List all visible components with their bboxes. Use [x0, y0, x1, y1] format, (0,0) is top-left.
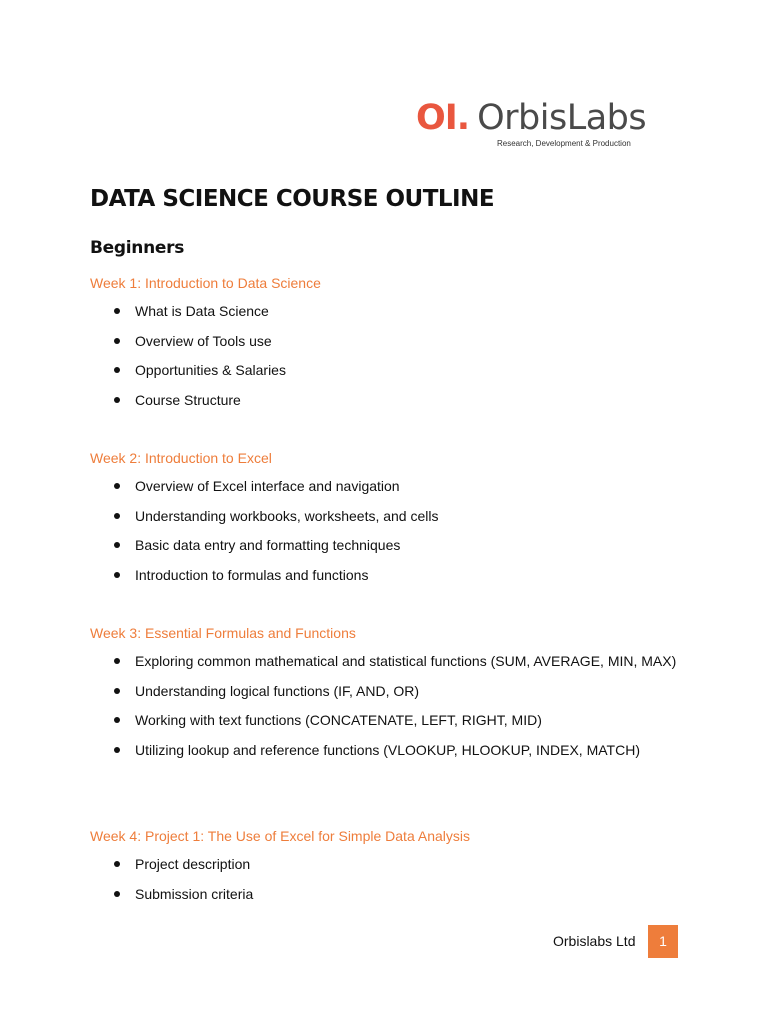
orbislabs-logo — [416, 96, 678, 156]
logo-tagline: Research, Development & Production — [497, 139, 631, 148]
footer-company: Orbislabs Ltd — [553, 933, 636, 949]
topic-text: Submission criteria — [135, 885, 254, 902]
bullet-icon — [114, 688, 120, 694]
bullet-icon — [114, 542, 120, 548]
bullet-icon — [114, 658, 120, 664]
topic-text: Understanding workbooks, worksheets, and cells — [135, 507, 439, 524]
page-number-badge: 1 — [648, 925, 678, 958]
topic-item — [90, 706, 678, 734]
topic-item — [90, 880, 678, 908]
week-title: Week 1: Introduction to Data Science — [90, 275, 321, 291]
week-title: Week 3: Essential Formulas and Functions — [90, 625, 356, 641]
topic-text: Utilizing lookup and reference functions (VLOOKUP, HLOOKUP, INDEX, MATCH) — [135, 741, 640, 758]
level-heading: Beginners — [90, 238, 185, 258]
topic-item — [90, 677, 678, 705]
topic-text: What is Data Science — [135, 303, 269, 319]
topic-text: Working with text functions (CONCATENATE, LEFT, RIGHT, MID) — [135, 712, 542, 728]
bullet-icon — [114, 572, 120, 578]
topic-list — [90, 472, 678, 589]
topic-text: Course Structure — [135, 391, 241, 408]
bullet-icon — [114, 891, 120, 897]
topic-text: Overview of Tools use — [135, 332, 272, 349]
week-section-4 — [90, 826, 678, 908]
topic-item — [90, 356, 678, 384]
topic-text: Introduction to formulas and functions — [135, 566, 369, 583]
topic-text: Basic data entry and formatting techniques — [135, 537, 401, 553]
topic-list — [90, 297, 678, 414]
bullet-icon — [114, 308, 120, 314]
week-title: Week 2: Introduction to Excel — [90, 450, 272, 466]
topic-item — [90, 502, 678, 530]
bullet-icon — [114, 513, 120, 519]
week-title: Week 4: Project 1: The Use of Excel for Simple Data Analysis — [90, 828, 470, 844]
topic-text: Project description — [135, 856, 251, 872]
topic-item — [90, 850, 678, 878]
topic-item — [90, 561, 678, 589]
bullet-icon — [114, 483, 120, 489]
topic-item — [90, 647, 678, 675]
topic-item — [90, 297, 678, 325]
topic-text: Opportunities & Salaries — [135, 362, 286, 378]
topic-item — [90, 531, 678, 559]
topic-list — [90, 850, 678, 908]
logo-mark: OI. — [416, 98, 470, 138]
topic-item — [90, 736, 678, 764]
bullet-icon — [114, 367, 120, 373]
bullet-icon — [114, 397, 120, 403]
topic-item — [90, 327, 678, 355]
week-section-3 — [90, 623, 678, 764]
bullet-icon — [114, 861, 120, 867]
logo-name: OrbisLabs — [477, 98, 647, 138]
topic-item — [90, 472, 678, 500]
bullet-icon — [114, 717, 120, 723]
bullet-icon — [114, 338, 120, 344]
week-section-2 — [90, 448, 678, 589]
topic-list — [90, 647, 678, 764]
week-section-1 — [90, 273, 678, 414]
topic-item — [90, 386, 678, 414]
bullet-icon — [114, 747, 120, 753]
topic-text: Overview of Excel interface and navigation — [135, 478, 400, 494]
logo-wordmark — [416, 96, 678, 140]
topic-text: Exploring common mathematical and statistical functions (SUM, AVERAGE, MIN, MAX) — [135, 653, 677, 669]
document-title: DATA SCIENCE COURSE OUTLINE — [90, 186, 495, 212]
topic-text: Understanding logical functions (IF, AND, OR) — [135, 682, 420, 699]
